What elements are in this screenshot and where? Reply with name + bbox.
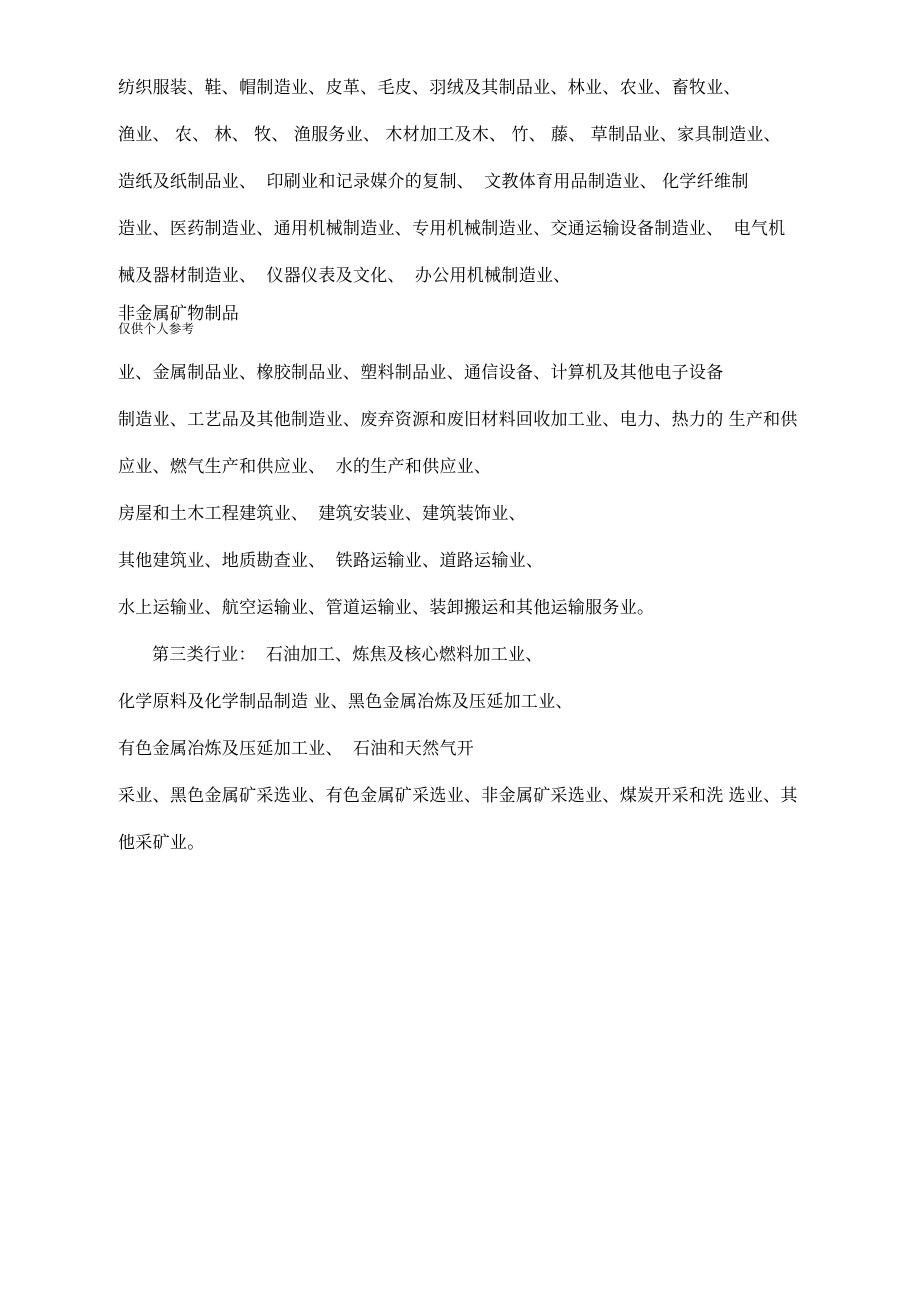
paragraph-5: 业、金属制品业、橡胶制品业、塑料制品业、通信设备、计算机及其他电子设备 (118, 363, 724, 382)
paragraph-2: 渔业、 农、 林、 牧、 渔服务业、 木材加工及木、 竹、 藤、 草制品业、家具制造业、 造纸及纸制品业、 印刷业和记录媒介的复制、 文教体育用品制造业、 化学纤维制 (118, 125, 792, 191)
paragraph-9: 水上运输业、航空运输业、管道运输业、装卸搬运和其他运输服务业。 (118, 598, 655, 617)
paragraph-13: 采业、黑色金属矿采选业、有色金属矿采选业、非金属矿采选业、煤炭开采和洗 选业、其他采矿业。 (118, 786, 798, 852)
paragraph-10: 第三类行业： 石油加工、炼焦及核心燃料加工业、 (152, 645, 543, 664)
paragraph-12: 有色金属冶炼及压延加工业、 石油和天然气开 (118, 739, 475, 758)
paragraph-11: 化学原料及化学制品制造 业、黑色金属冶炼及压延加工业、 (118, 692, 573, 711)
paragraph-7: 房屋和土木工程建筑业、 建筑安装业、建筑装饰业、 (118, 504, 526, 523)
paragraph-4: 非金属矿物制品 (118, 304, 240, 323)
paragraph-6: 制造业、工艺品及其他制造业、废弃资源和废旧材料回收加工业、电力、热力的 生产和供应业、燃气生产和供应业、 水的生产和供应业、 (118, 410, 798, 476)
paragraph-8: 其他建筑业、地质勘查业、 铁路运输业、道路运输业、 (118, 551, 544, 570)
paragraph-1: 纺织服装、鞋、帽制造业、皮革、毛皮、羽绒及其制品业、林业、农业、畜牧业、 (118, 78, 741, 97)
paragraph-3: 造业、医药制造业、通用机械制造业、专用机械制造业、交通运输设备制造业、 电气机械及器材制造业、 仪器仪表及文化、 办公用机械制造业、 (118, 219, 786, 285)
personal-reference-note: 仅供个人参考 (118, 322, 195, 336)
document-body (118, 64, 798, 866)
